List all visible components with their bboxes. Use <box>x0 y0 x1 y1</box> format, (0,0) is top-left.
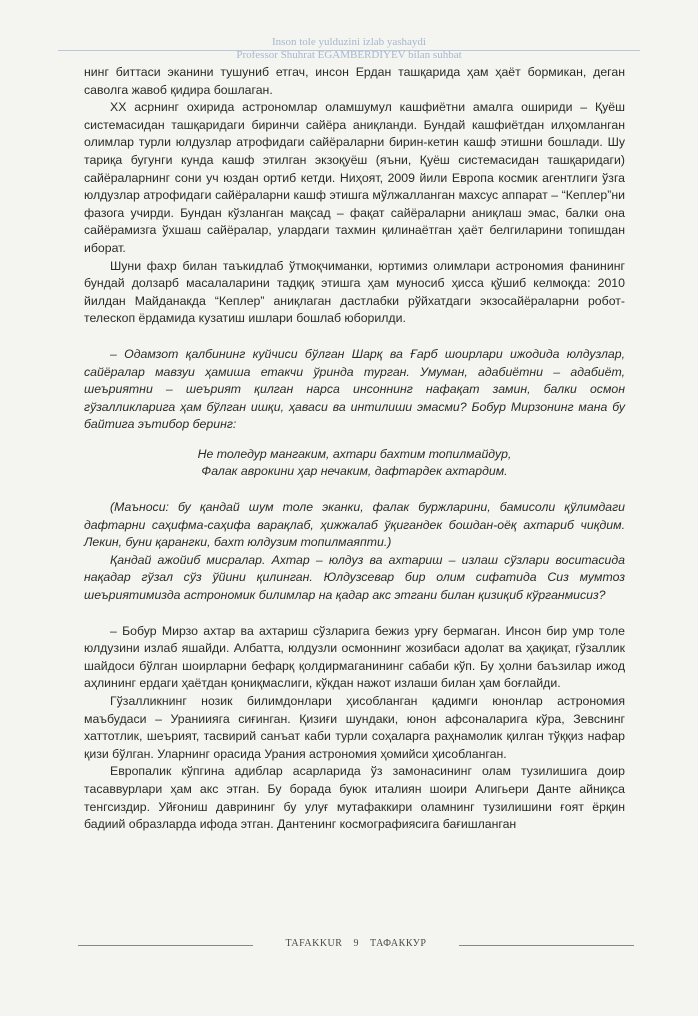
page-footer <box>78 938 634 952</box>
footer-center <box>266 938 446 949</box>
header-title: Inson tole yulduzini izlab yashaydi <box>272 36 426 48</box>
verse-line: Фалак аврокини ҳар нечаким, дафтардек ахтардим. <box>201 464 508 479</box>
spacer <box>84 328 625 346</box>
header-subtitle: Professor Shuhrat EGAMBERDIYEV bilan suhbat <box>236 49 462 61</box>
answer-paragraph: – Бобур Мирзо ахтар ва ахтариш сўзларига бежиз урғу бермаган. Инсон бир умр толе юлдузини излаб яшайди. Албатта, юлдузли осмоннинг жозибаси адолат ва ҳақиқат, гўзаллик шайдоси бўлган шоирларни бефарқ қолдирмаганининг сабаби кўп. Бу ҳолни баъзилар ижод аҳлининг ердаги ҳаётдан қониқмаслиги, кўкдан нажот излаши билан ҳам боғлайди. <box>84 623 625 691</box>
verse-meaning: (Маъноси: бу қандай шум толе эканки, фалак буржларини, бамисоли қўлимдаги дафтарни саҳифма-саҳифа варақлаб, ҳижжалаб ўқигандек бошдан-оёқ ахтариб чиқдим. Лекин, буни қарангки, бахт юлдузим топилмаяпти.) <box>84 500 625 550</box>
running-header <box>0 36 698 62</box>
question-paragraph: – Одамзот қалбининг куйчиси бўлган Шарқ ва Ғарб шоирлари ижодида юлдузлар, сайёралар мавзуи ҳамиша етакчи ўринда турган. Умуман, адабиётни – адабиёт, шеъриятни – шеърият қилган нарса инсоннинг нафақат замин, балки осмон гўзалликларига ҳам бўлган ишқи, ҳаваси ва интилиши эмасми? Бобур Мирзонинг мана бу байтига эътибор беринг: <box>84 346 625 432</box>
paragraph-discovery: XX асрнинг охирида астрономлар оламшумул кашфиётни амалга ошириди – Қуёш системасидан ташқаридаги биринчи сайёра аниқланди. Бундай кашфиётдан илҳомланган олимлар турли юлдузлар атрофидаги сайёраларни бирин-кетин кашф этишни бошлади. Шу тариқа бугунги кунда кашф этилган экзоқуёш (яъни, Қуёш системасидан ташқаридаги) сайёраларнинг сони уч юздан ортиб кетди. Ниҳоят, 2009 йили Европа космик агентлиги ўзга юлдузлар атрофидаги сайёраларни кашф этишга мўлжалланган махсус аппарат – “Кеплер”ни фазога учирди. Бундан кўзланган мақсад – фақат сайёраларни аниқлаш эмас, балки она сайёрамизга ўхшаш сайёралар, улардаги тахмин қилинаётган ҳаёт белгиларини топишдан иборат. <box>84 100 625 255</box>
paragraph-continuation: нинг биттаси эканини тушуниб етгач, инсон Ердан ташқарида ҳам ҳаёт бормикан, деган саволга жавоб қидира бошлаган. <box>84 65 625 97</box>
footer-rule-left <box>78 945 253 946</box>
paragraph-urania: Гўзалликнинг нозик билимдонлари ҳисобланган қадимги юнонлар астрономия маъбудаси – Ураниияга сиғинган. Қизиғи шундаки, юнон афсоналарига кўра, Зевснинг хаттотлик, шеърият, тасвирий санъат каби турли соҳаларга раҳнамолик қилган тўққиз нафар қизи бўлган. Уларнинг орасида Урания астрономия ҳомийси ҳисобланган. <box>84 694 625 761</box>
verse-line: Не толедур мангаким, ахтари бахтим топилмайдур, <box>197 446 512 461</box>
header-rule <box>58 50 640 51</box>
article-body <box>84 64 625 834</box>
paragraph-dante: Европалик кўпгина адиблар асарларида ўз замонасининг олам тузилишига доир тасаввурлари ҳам акс этган. Бу борада буюк италиян шоири Алигьери Данте айниқса тенгсиздир. Уйғониш даврининг бу улуғ мутафаккири оламнинг тузилишини ғоят ёрқин бадиий образларда ифода этган. Дантенинг космографиясига бағишланган <box>84 764 625 832</box>
spacer <box>84 605 625 623</box>
footer-title-cyrillic: ТАФАККУР <box>369 938 427 949</box>
page-number: 9 <box>353 938 359 949</box>
paragraph-maidanak: Шуни фахр билан таъкидлаб ўтмоқчиманки, юртимиз олимлари астрономия фанининг бундай долзарб масалаларини тадқиқ этишга ҳам муносиб ҳисса қўшиб келмоқда: 2010 йилдан Майданакда “Кеплер” аниқлаган дастлабки рўйхатдаги экзосайёраларни робот-телескоп ёрдамида кузатиш ишлари бошлаб юборилди. <box>84 258 625 326</box>
spacer <box>84 434 625 446</box>
footer-title-latin: TAFAKKUR <box>285 938 343 949</box>
footer-rule-right <box>459 945 634 946</box>
question-paragraph: Қандай ажойиб мисралар. Ахтар – юлдуз ва ахтариш – излаш сўзлари воситасида нақадар гўзал сўз ўйини қилинган. Юлдузсевар бир олим сифатида Сиз мумтоз шеъриятимизда астрономик билимлар на қадар акс этгани билан қизиқиб кўрганмисиз? <box>84 552 625 603</box>
spacer <box>84 481 625 499</box>
